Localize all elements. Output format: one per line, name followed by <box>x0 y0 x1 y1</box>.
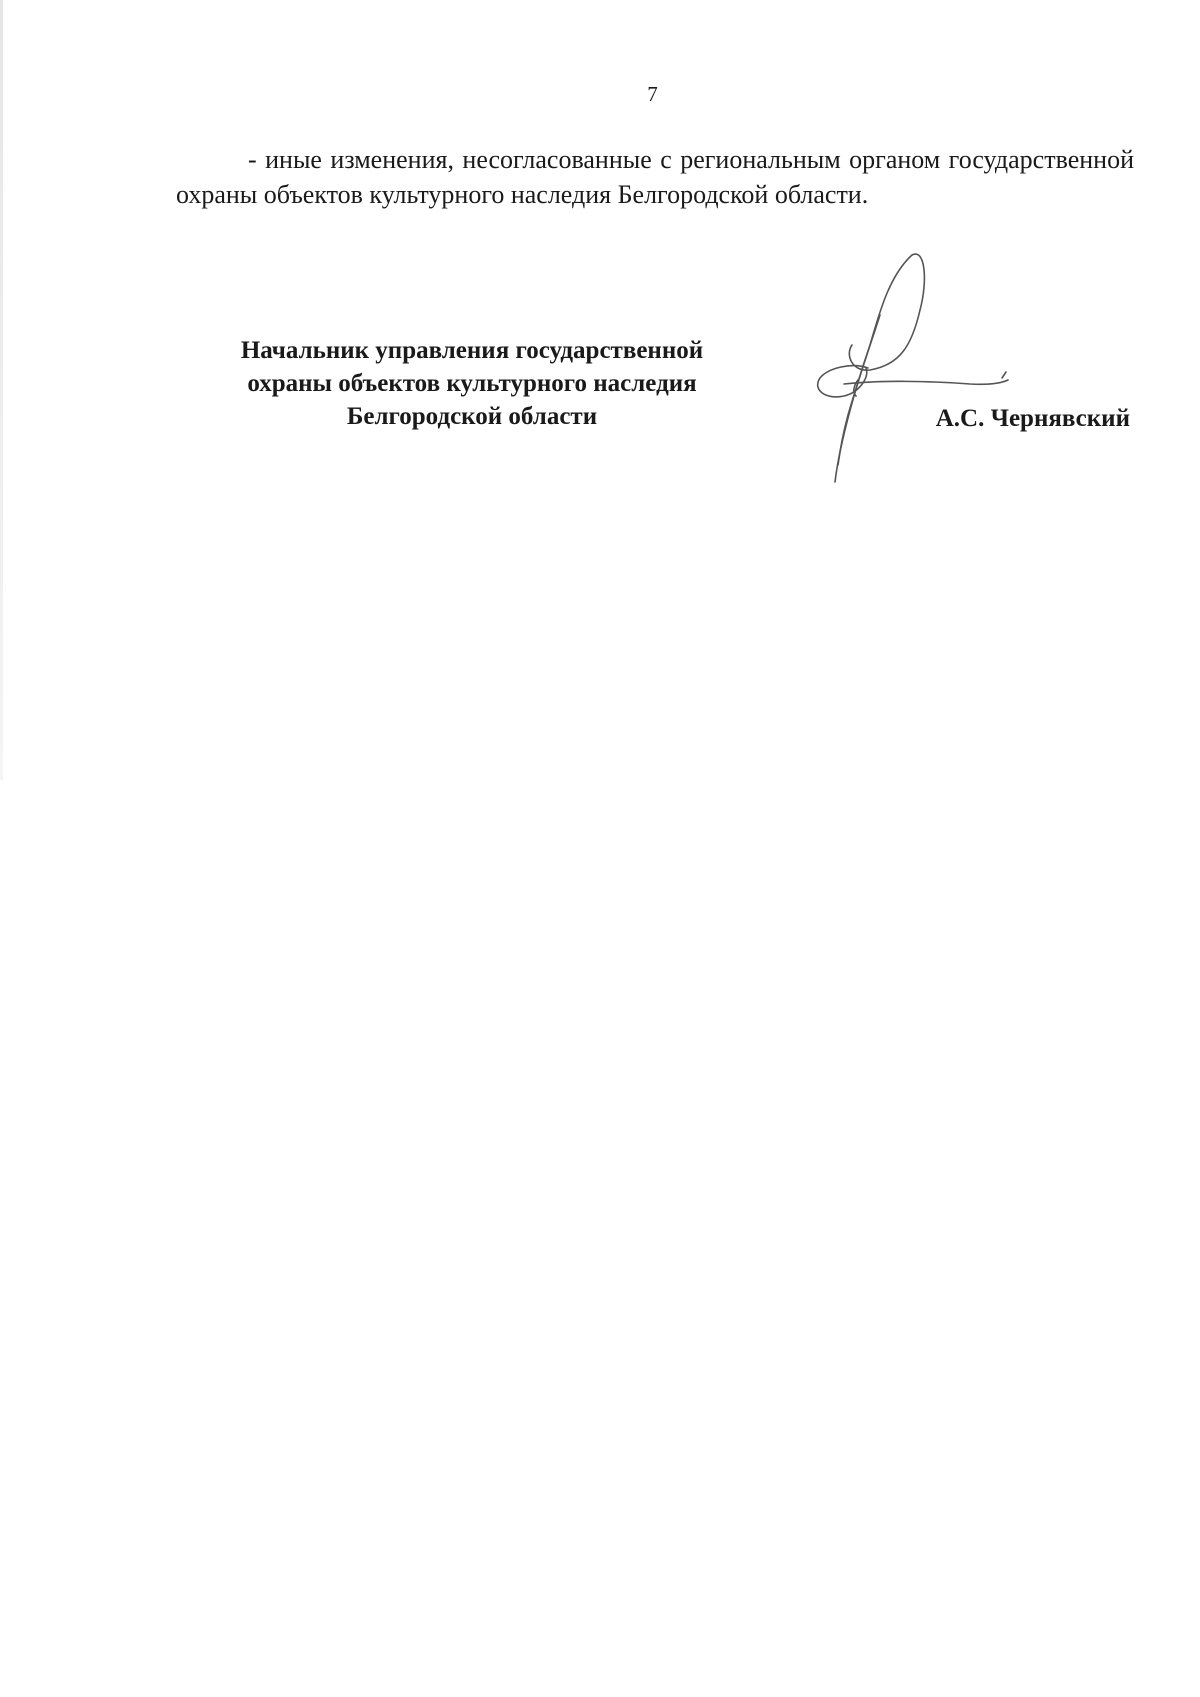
signatory-title <box>196 334 748 433</box>
signatory-name: А.С. Чернявский <box>935 405 1130 432</box>
signatory-title-line-1: Начальник управления государственной <box>240 337 704 364</box>
page-number: 7 <box>647 82 658 106</box>
body-paragraph: - иные изменения, несогласованные с региональным органом государственной охраны объектов культурного наследия Белгородской области. <box>176 145 1134 209</box>
signature-icon <box>740 250 1020 500</box>
signatory-title-line-2: охраны объектов культурного наследия <box>247 370 697 397</box>
scan-edge-decoration <box>0 0 3 780</box>
signatory-title-line-3: Белгородской области <box>346 403 598 430</box>
